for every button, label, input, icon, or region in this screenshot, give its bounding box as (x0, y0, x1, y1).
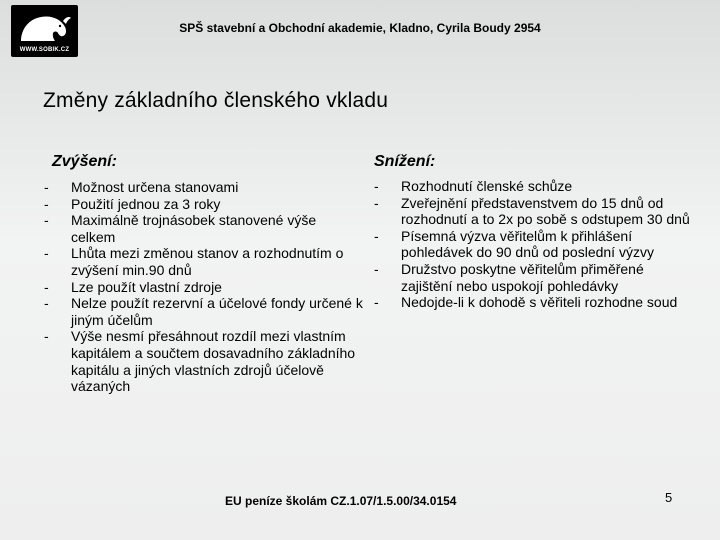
increase-heading: Zvýšení: (52, 153, 117, 170)
increase-list (44, 179, 364, 395)
decrease-heading: Snížení: (374, 153, 436, 170)
bullet-dash: - (374, 194, 379, 211)
bullet-dash: - (44, 179, 49, 195)
list-item (374, 294, 694, 311)
list-item-text: Nedojde-li k dohodě s věřiteli rozhodne soud (401, 294, 678, 311)
list-item-text: Možnost určena stanovami (71, 179, 239, 195)
list-item-text: Družstvo poskytne věřitelům přiměřené zajištění nebo uspokojí pohledávky (401, 260, 644, 294)
list-item (44, 212, 364, 245)
list-item (44, 328, 364, 394)
bullet-dash: - (374, 227, 379, 244)
list-item (374, 261, 694, 294)
list-item-text: Použití jednou za 3 roky (71, 195, 221, 212)
school-header: SPŠ stavební a Obchodní akademie, Kladno, Cyrila Boudy 2954 (179, 21, 541, 35)
logo-text: WWW.SOBIK.CZ (19, 47, 70, 53)
list-item (374, 228, 694, 261)
bullet-dash: - (374, 294, 379, 311)
slide-title: Změny základního členského vkladu (43, 89, 389, 112)
list-item-text: Lze použít vlastní zdroje (71, 278, 222, 295)
page-number: 5 (665, 490, 673, 505)
bullet-dash: - (44, 278, 49, 295)
project-footer: EU peníze školám CZ.1.07/1.5.00/34.0154 (225, 494, 457, 508)
list-item-text: Písemná výzva věřitelům k přihlášení pohledávek do 90 dnů od poslední výzvy (401, 227, 654, 261)
decrease-list (374, 178, 694, 311)
bullet-dash: - (44, 245, 49, 262)
list-item (374, 195, 694, 228)
bullet-dash: - (44, 212, 49, 229)
bullet-dash: - (374, 260, 379, 277)
list-item-text: Zveřejnění představenstvem do 15 dnů od rozhodnutí a to 2x po sobě s odstupem 30 dnů (401, 194, 690, 228)
bullet-dash: - (44, 195, 49, 212)
list-item-text: Rozhodnutí členské schůze (401, 178, 573, 194)
list-item (44, 295, 364, 328)
list-item (44, 196, 364, 213)
list-item (44, 279, 364, 296)
list-item (44, 179, 364, 196)
list-item-text: Výše nesmí přesáhnout rozdíl mezi vlastním kapitálem a součtem dosavadního základního kapitálu a jiných vlastních zdrojů účelově vázaných (71, 328, 356, 395)
list-item-text: Maximálně trojnásobek stanovené výše celkem (71, 212, 317, 245)
list-item-text: Nelze použít rezervní a účelové fondy určené k jiným účelům (71, 295, 363, 328)
list-item-text: Lhůta mezi změnou stanov a rozhodnutím o zvýšení min.90 dnů (71, 245, 344, 278)
bullet-dash: - (44, 295, 49, 312)
list-item (374, 178, 694, 195)
bullet-dash: - (44, 328, 49, 345)
list-item (44, 245, 364, 278)
bullet-dash: - (374, 178, 379, 194)
